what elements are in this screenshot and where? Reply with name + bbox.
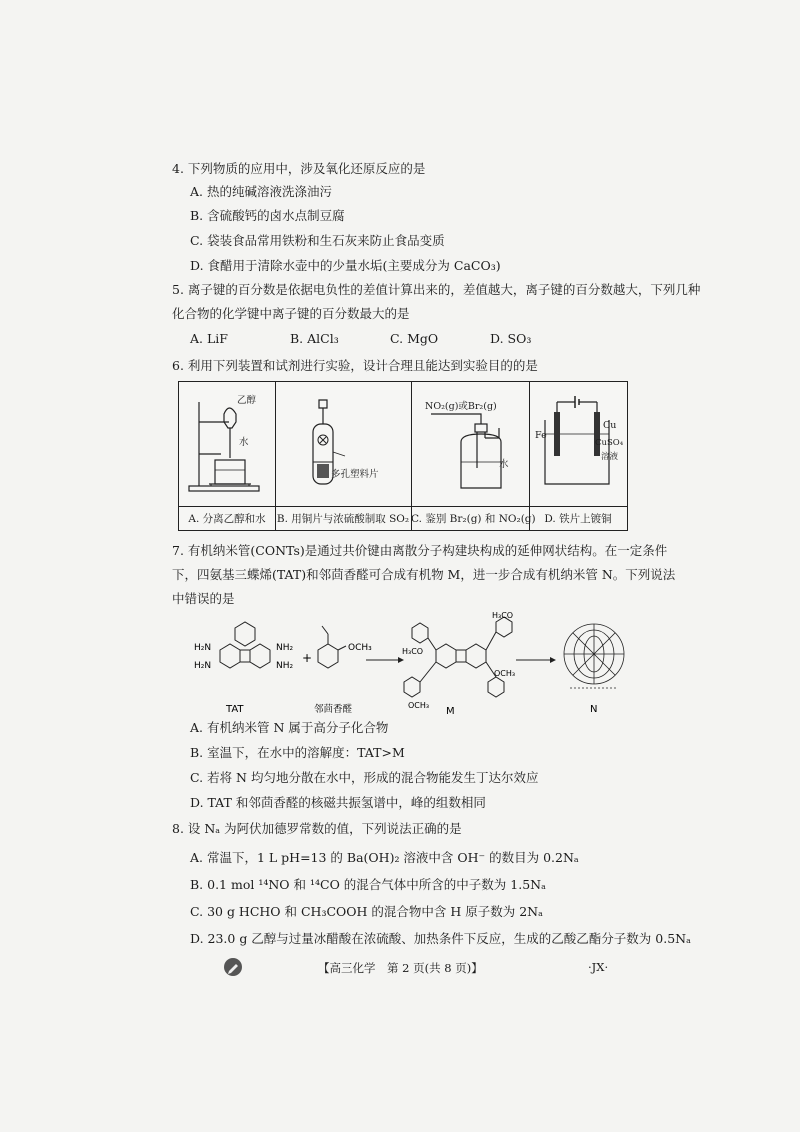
q4-stem: 4. 下列物质的应用中，涉及氧化还原反应的是 (172, 161, 426, 176)
q5-options (190, 331, 610, 346)
q7-reaction-scheme (190, 610, 630, 722)
label-tat: TAT (226, 704, 244, 715)
q7-stem-line1: 7. 有机纳米管(CONTs)是通过共价键由离散分子构建块构成的延伸网状结构。在一定条件 (172, 543, 668, 558)
copper-sulfuric-acid-drawing (275, 382, 411, 506)
caption-b: B. 用铜片与浓硫酸制取 SO₂ (276, 513, 410, 525)
m-och3-bottom-left: OCH₃ (408, 701, 430, 710)
q4-option-d: D. 食醋用于清除水壶中的少量水垢(主要成分为 CaCO₃) (190, 258, 501, 273)
q7-option-b: B. 室温下，在水中的溶解度：TAT>M (190, 745, 405, 760)
distillation-setup-drawing (179, 382, 275, 506)
label-aldehyde: 邻茴香醛 (314, 704, 353, 715)
q7-option-a: A. 有机纳米管 N 属于高分子化合物 (190, 720, 389, 735)
q6-apparatus-table (178, 381, 628, 531)
q6-stem: 6. 利用下列装置和试剂进行实验，设计合理且能达到实验目的的是 (172, 358, 538, 373)
label-porous-plastic: 多孔塑料片 (331, 469, 379, 480)
q5-option-d: D. SO₃ (490, 331, 532, 346)
q7-option-d: D. TAT 和邻茴香醛的核磁共振氢谱中，峰的组数相同 (190, 795, 486, 810)
aldehyde-structure (318, 626, 346, 668)
q5-option-c: C. MgO (390, 331, 439, 346)
caption-a: A. 分离乙醇和水 (188, 513, 266, 525)
m-structure (404, 617, 512, 697)
pen-logo-icon (222, 956, 244, 978)
label-gas: NO₂(g)或Br₂(g) (425, 401, 497, 412)
label-fe: Fe (535, 430, 547, 441)
footer-page-info: 【高三化学 第 2 页(共 8 页)】 (318, 961, 483, 975)
footer-code: ·JX· (588, 960, 609, 974)
label-cu: Cu (603, 420, 617, 431)
caption-c: C. 鉴别 Br₂(g) 和 NO₂(g) (411, 513, 536, 525)
q5-stem-line2: 化合物的化学键中离子键的百分数最大的是 (172, 306, 410, 321)
q4-option-a: A. 热的纯碱溶液洗涤油污 (190, 184, 332, 199)
label-cuso4: CuSO₄ (595, 438, 624, 448)
q4-option-b: B. 含硫酸钙的卤水点制豆腐 (190, 208, 345, 223)
label-solution: 溶液 (601, 452, 619, 462)
q7-stem-line2: 下，四氨基三蝶烯(TAT)和邻茴香醛可合成有机物 M，进一步合成有机纳米管 N。下列说法 (172, 567, 676, 582)
q8-option-b: B. 0.1 mol ¹⁴NO 和 ¹⁴CO 的混合气体中所含的中子数为 1.5Nₐ (190, 877, 546, 892)
caption-d: D. 铁片上镀铜 (544, 513, 612, 525)
nanotube-structure (564, 624, 624, 688)
q5-option-b: B. AlCl₃ (290, 331, 339, 346)
q7-stem-line3: 中错误的是 (172, 591, 235, 606)
tat-nh2-bottom: NH₂ (276, 661, 294, 671)
q8-option-c: C. 30 g HCHO 和 CH₃COOH 的混合物中含 H 原子数为 2Nₐ (190, 904, 543, 919)
q8-stem: 8. 设 Nₐ 为阿伏加德罗常数的值，下列说法正确的是 (172, 821, 462, 836)
m-h3co-left: H₃CO (402, 647, 424, 656)
m-h3co-top: H₃CO (492, 611, 514, 620)
tat-nh2-top: NH₂ (276, 643, 294, 653)
q8-option-a: A. 常温下，1 L pH=13 的 Ba(OH)₂ 溶液中含 OH⁻ 的数目为 0.2Nₐ (190, 850, 579, 865)
label-ethanol: 乙醇 (237, 395, 257, 406)
q8-option-d: D. 23.0 g 乙醇与过量冰醋酸在浓硫酸、加热条件下反应，生成的乙酸乙酯分子数为 0.5Nₐ (190, 931, 691, 946)
tat-h2n-top: H₂N (194, 643, 212, 653)
label-water-c: 水 (499, 459, 509, 470)
q7-option-c: C. 若将 N 均匀地分散在水中，形成的混合物能发生丁达尔效应 (190, 770, 539, 785)
label-n: N (590, 704, 598, 715)
label-m: M (446, 706, 455, 717)
tat-structure (220, 622, 270, 668)
tat-h2n-bottom: H₂N (194, 661, 212, 671)
q4-option-c: C. 袋装食品常用铁粉和生石灰来防止食品变质 (190, 233, 445, 248)
q5-option-a: A. LiF (190, 331, 228, 346)
aldehyde-och3: OCH₃ (348, 643, 372, 653)
q5-stem-line1: 5. 离子键的百分数是依据电负性的差值计算出来的，差值越大，离子键的百分数越大，下列几种 (172, 282, 701, 297)
m-och3-right: OCH₃ (494, 669, 516, 678)
apparatus-captions (179, 506, 627, 531)
label-water-a: 水 (239, 437, 249, 448)
plus-sign: + (302, 651, 313, 665)
